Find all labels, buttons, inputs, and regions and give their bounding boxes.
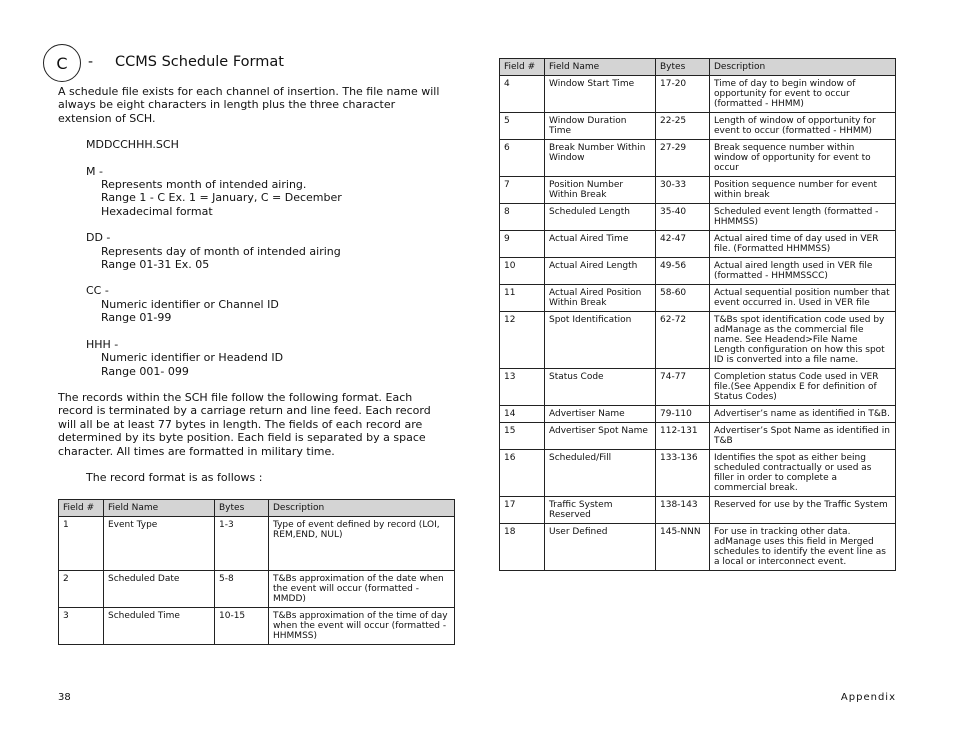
cell-field-number: 17 bbox=[500, 497, 545, 524]
cell-field-number: 1 bbox=[59, 517, 104, 571]
cell-bytes: 1-3 bbox=[215, 517, 269, 571]
cell-description: Identifies the spot as either being scheduled contractually or used as filler in order to complete a commercial break. bbox=[710, 450, 896, 497]
cell-bytes: 79-110 bbox=[656, 406, 710, 423]
table-row bbox=[500, 231, 896, 258]
table-row bbox=[59, 517, 455, 571]
cell-field-number: 11 bbox=[500, 285, 545, 312]
cell-bytes: 17-20 bbox=[656, 76, 710, 113]
records-text: The records within the SCH file follow the following format. Each record is terminated by a carriage return and line feed. Each record will all be at least 77 bytes in length. The fields of each record are determined by its byte position. Each field is separated by a space character. All times are formatted in military time. bbox=[58, 390, 431, 458]
header-field-name: Field Name bbox=[545, 59, 656, 76]
cell-field-name: Actual Aired Time bbox=[545, 231, 656, 258]
cell-field-number: 6 bbox=[500, 140, 545, 177]
cell-bytes: 42-47 bbox=[656, 231, 710, 258]
cell-description: T&Bs approximation of the time of day when the event will occur (formatted - HHMMSS) bbox=[269, 608, 455, 645]
header-field-number: Field # bbox=[500, 59, 545, 76]
cell-field-name: Event Type bbox=[104, 517, 215, 571]
intro-paragraph bbox=[58, 85, 448, 125]
cell-bytes: 5-8 bbox=[215, 571, 269, 608]
part-line: Numeric identifier or Headend ID bbox=[101, 351, 284, 365]
cell-field-number: 2 bbox=[59, 571, 104, 608]
table-row bbox=[500, 406, 896, 423]
filename-format: MDDCCHHH.SCH bbox=[86, 138, 179, 152]
cell-bytes: 145-NNN bbox=[656, 524, 710, 571]
part-line: Range 01-99 bbox=[101, 311, 172, 325]
cell-description: For use in tracking other data. adManage uses this field in Merged schedules to identify the event line as a local or interconnect event. bbox=[710, 524, 896, 571]
table-row bbox=[500, 497, 896, 524]
cell-field-name: Window Duration Time bbox=[545, 113, 656, 140]
left-column bbox=[58, 85, 448, 484]
part-code: M - bbox=[86, 164, 103, 178]
cell-field-number: 9 bbox=[500, 231, 545, 258]
cell-bytes: 133-136 bbox=[656, 450, 710, 497]
cell-bytes: 112-131 bbox=[656, 423, 710, 450]
part-headend bbox=[58, 338, 448, 378]
cell-field-number: 13 bbox=[500, 369, 545, 406]
cell-field-name: Actual Aired Length bbox=[545, 258, 656, 285]
header-bytes: Bytes bbox=[656, 59, 710, 76]
cell-description: Type of event defined by record (LOI, REM,END, NUL) bbox=[269, 517, 455, 571]
table-row bbox=[500, 113, 896, 140]
cell-field-number: 14 bbox=[500, 406, 545, 423]
header-bytes: Bytes bbox=[215, 500, 269, 517]
cell-bytes: 58-60 bbox=[656, 285, 710, 312]
table-body bbox=[59, 517, 455, 645]
cell-field-number: 8 bbox=[500, 204, 545, 231]
part-line: Range 01-31 Ex. 05 bbox=[101, 258, 210, 272]
table-row bbox=[500, 258, 896, 285]
cell-description: Completion status Code used in VER file.(See Appendix E for definition of Status Codes) bbox=[710, 369, 896, 406]
cell-description: T&Bs spot identification code used by adManage as the commercial file name. See Headend>File Name Length configuration on how this spot ID is converted into a file name. bbox=[710, 312, 896, 369]
cell-field-number: 5 bbox=[500, 113, 545, 140]
cell-description: Advertiser’s Spot Name as identified in T&B bbox=[710, 423, 896, 450]
cell-field-name: Advertiser Name bbox=[545, 406, 656, 423]
section-letter-badge bbox=[43, 44, 81, 82]
table-row bbox=[500, 369, 896, 406]
cell-field-number: 16 bbox=[500, 450, 545, 497]
cell-field-name: Scheduled Time bbox=[104, 608, 215, 645]
table-row bbox=[500, 76, 896, 113]
part-month bbox=[58, 165, 448, 219]
part-channel bbox=[58, 284, 448, 324]
table-row bbox=[59, 571, 455, 608]
table-body bbox=[500, 76, 896, 571]
table-row bbox=[500, 177, 896, 204]
cell-field-number: 18 bbox=[500, 524, 545, 571]
cell-field-name: User Defined bbox=[545, 524, 656, 571]
records-paragraph bbox=[58, 391, 448, 458]
cell-field-name: Traffic System Reserved bbox=[545, 497, 656, 524]
cell-field-name: Spot Identification bbox=[545, 312, 656, 369]
cell-field-name: Position Number Within Break bbox=[545, 177, 656, 204]
cell-description: Reserved for use by the Traffic System bbox=[710, 497, 896, 524]
cell-bytes: 30-33 bbox=[656, 177, 710, 204]
cell-bytes: 49-56 bbox=[656, 258, 710, 285]
part-code: HHH - bbox=[86, 337, 119, 351]
cell-description: Length of window of opportunity for event to occur (formatted - HHMM) bbox=[710, 113, 896, 140]
cell-description: Actual sequential position number that event occurred in. Used in VER file bbox=[710, 285, 896, 312]
cell-bytes: 74-77 bbox=[656, 369, 710, 406]
header-description: Description bbox=[710, 59, 896, 76]
footer-section-name: Appendix bbox=[840, 692, 896, 703]
cell-field-name: Scheduled/Fill bbox=[545, 450, 656, 497]
cell-bytes: 27-29 bbox=[656, 140, 710, 177]
page-number: 38 bbox=[58, 692, 71, 703]
header-field-number: Field # bbox=[59, 500, 104, 517]
cell-description: Scheduled event length (formatted - HHMMSS) bbox=[710, 204, 896, 231]
cell-bytes: 35-40 bbox=[656, 204, 710, 231]
record-format-table-part1 bbox=[58, 499, 455, 645]
section-letter: C bbox=[56, 53, 68, 73]
cell-field-number: 15 bbox=[500, 423, 545, 450]
cell-bytes: 22-25 bbox=[656, 113, 710, 140]
cell-field-number: 7 bbox=[500, 177, 545, 204]
table-header-row bbox=[500, 59, 896, 76]
part-code: CC - bbox=[86, 284, 109, 298]
cell-description: Time of day to begin window of opportunity for event to occur (formatted - HHMM) bbox=[710, 76, 896, 113]
cell-field-name: Actual Aired Position Within Break bbox=[545, 285, 656, 312]
part-line: Range 001- 099 bbox=[101, 364, 189, 378]
cell-field-name: Window Start Time bbox=[545, 76, 656, 113]
table-row bbox=[500, 285, 896, 312]
cell-description: Break sequence number within window of opportunity for event to occur bbox=[710, 140, 896, 177]
table-row bbox=[500, 312, 896, 369]
cell-description: Actual aired length used in VER file (formatted - HHMMSSCC) bbox=[710, 258, 896, 285]
cell-field-name: Break Number Within Window bbox=[545, 140, 656, 177]
cell-description: Advertiser’s name as identified in T&B. bbox=[710, 406, 896, 423]
cell-field-number: 12 bbox=[500, 312, 545, 369]
header-field-name: Field Name bbox=[104, 500, 215, 517]
table-row bbox=[500, 450, 896, 497]
table-row bbox=[500, 423, 896, 450]
table-row bbox=[500, 524, 896, 571]
cell-description: Actual aired time of day used in VER file. (Formatted HHMMSS) bbox=[710, 231, 896, 258]
title-dash: - bbox=[88, 54, 94, 70]
page-title: CCMS Schedule Format bbox=[115, 54, 284, 70]
intro-text: A schedule file exists for each channel of insertion. The file name will always be eight characters in length plus the three character extension of SCH. bbox=[58, 85, 440, 125]
part-line: Range 1 - C Ex. 1 = January, C = December bbox=[101, 191, 342, 205]
part-line: Represents day of month of intended airing bbox=[101, 244, 341, 258]
part-day bbox=[58, 231, 448, 271]
cell-field-name: Scheduled Date bbox=[104, 571, 215, 608]
cell-description: T&Bs approximation of the date when the event will occur (formatted - MMDD) bbox=[269, 571, 455, 608]
cell-field-number: 3 bbox=[59, 608, 104, 645]
cell-bytes: 138-143 bbox=[656, 497, 710, 524]
cell-field-number: 10 bbox=[500, 258, 545, 285]
table-row bbox=[59, 608, 455, 645]
table-header-row bbox=[59, 500, 455, 517]
cell-field-name: Advertiser Spot Name bbox=[545, 423, 656, 450]
cell-bytes: 62-72 bbox=[656, 312, 710, 369]
cell-description: Position sequence number for event within break bbox=[710, 177, 896, 204]
table-row bbox=[500, 204, 896, 231]
cell-field-name: Scheduled Length bbox=[545, 204, 656, 231]
table-row bbox=[500, 140, 896, 177]
header-description: Description bbox=[269, 500, 455, 517]
record-format-label: The record format is as follows : bbox=[86, 470, 263, 484]
cell-field-number: 4 bbox=[500, 76, 545, 113]
part-line: Hexadecimal format bbox=[101, 204, 213, 218]
cell-field-name: Status Code bbox=[545, 369, 656, 406]
part-code: DD - bbox=[86, 231, 111, 245]
cell-bytes: 10-15 bbox=[215, 608, 269, 645]
record-format-table-part2 bbox=[499, 58, 896, 571]
part-line: Represents month of intended airing. bbox=[101, 178, 307, 192]
part-line: Numeric identifier or Channel ID bbox=[101, 297, 279, 311]
